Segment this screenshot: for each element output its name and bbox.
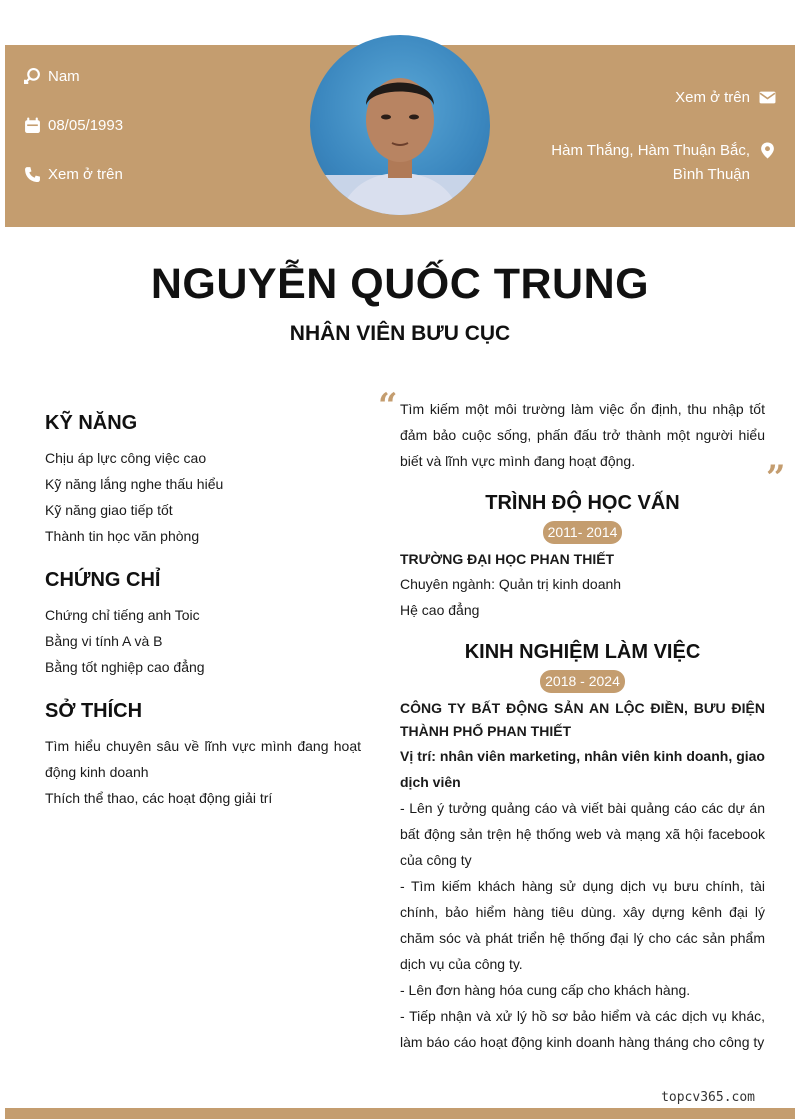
skill-item: Thành tin học văn phòng [45, 528, 200, 544]
email-text: Xem ở trên [675, 89, 750, 106]
left-column [45, 412, 361, 831]
company-name: CÔNG TY BẤT ĐỘNG SẢN AN LỘC ĐIỀN, BƯU ĐIỆN THÀNH PHỐ PHAN THIẾT [400, 700, 765, 739]
skill-item: Chịu áp lực công việc cao [45, 450, 207, 466]
certificate-item: Bằng vi tính A và B [45, 633, 163, 649]
address-line2: Bình Thuận [672, 166, 750, 183]
certificates-section [45, 569, 361, 680]
hobbies-title: SỞ THÍCH [45, 700, 143, 722]
watermark: topcv365.com [661, 1090, 755, 1105]
hobby-item: Thích thể thao, các hoạt động giải trí [45, 790, 273, 806]
experience-title: KINH NGHIỆM LÀM VIỆC [464, 641, 701, 663]
avatar [310, 35, 490, 215]
experience-item: - Tiếp nhận và xử lý hồ sơ bảo hiểm và các dịch vụ khác, làm báo cáo hoạt động kinh doanh hàng tháng cho công ty [400, 1008, 765, 1050]
footer-band [5, 1108, 795, 1119]
dob-text: 08/05/1993 [48, 116, 124, 134]
skill-item: Kỹ năng giao tiếp tốt [45, 502, 173, 518]
experience-period-badge: 2018 - 2024 [540, 670, 625, 693]
gender-icon [24, 68, 41, 85]
calendar-icon [24, 117, 41, 134]
hobby-item: Tìm hiểu chuyên sâu về lĩnh vực mình đang hoạt động kinh doanh [45, 738, 361, 780]
skill-item: Kỹ năng lắng nghe thấu hiểu [45, 476, 224, 492]
education-item: Hệ cao đẳng [400, 602, 480, 618]
certificate-item: Chứng chỉ tiếng anh Toic [45, 607, 200, 623]
phone-icon [24, 166, 41, 183]
experience-item: - Lên ý tưởng quảng cáo và viết bài quảng cáo các dự án bất động sản trện hệ thống web và mạng xã hội facebook của công ty [400, 800, 765, 868]
phone-row [24, 164, 123, 184]
avatar-photo [310, 35, 490, 215]
education-period-badge: 2011- 2014 [543, 521, 623, 544]
hobbies-section [45, 700, 361, 811]
candidate-name: NGUYỄN QUỐC TRUNG [150, 260, 650, 308]
education-title: TRÌNH ĐỘ HỌC VẤN [485, 492, 680, 514]
dob-row [24, 115, 123, 135]
phone-text: Xem ở trên [48, 165, 123, 183]
experience-item: - Tìm kiếm khách hàng sử dụng dịch vụ bưu chính, tài chính, bảo hiểm hàng tiêu dùng. xây dựng kênh đại lý chăm sóc và phát triển hệ thống đại lý cho các sản phẩm dịch vụ của công ty. [400, 878, 765, 972]
right-column [400, 396, 765, 1055]
education-item: Chuyên ngành: Quản trị kinh doanh [400, 576, 622, 592]
school-name: TRƯỜNG ĐẠI HỌC PHAN THIẾT [400, 551, 615, 567]
gender-row [24, 66, 123, 86]
envelope-icon [759, 89, 776, 106]
quote-close-icon: ” [766, 458, 786, 498]
gender-text: Nam [48, 67, 80, 85]
address-line1: Hàm Thắng, Hàm Thuận Bắc, [551, 142, 750, 159]
experience-item: - Lên đơn hàng hóa cung cấp cho khách hàng. [400, 982, 691, 998]
quote-open-icon: “ [378, 386, 398, 426]
career-objective: Tìm kiếm một môi trường làm việc ổn định, thu nhập tốt đảm bảo cuộc sống, phấn đấu trở thành một người hiểu biết và lĩnh vực mình đang hoạt động. [400, 401, 765, 469]
address-row [551, 139, 776, 187]
location-pin-icon [759, 142, 776, 159]
email-row [551, 86, 776, 110]
certificate-item: Bằng tốt nghiệp cao đẳng [45, 659, 205, 675]
contact-right [551, 86, 776, 216]
job-role: Vị trí: nhân viên marketing, nhân viên kinh doanh, giao dịch viên [400, 748, 765, 790]
skills-section [45, 412, 361, 549]
skills-title: KỸ NĂNG [45, 412, 138, 434]
candidate-position: NHÂN VIÊN BƯU CỤC [289, 322, 511, 345]
certificates-title: CHỨNG CHỈ [45, 569, 161, 591]
contact-left [24, 66, 123, 213]
